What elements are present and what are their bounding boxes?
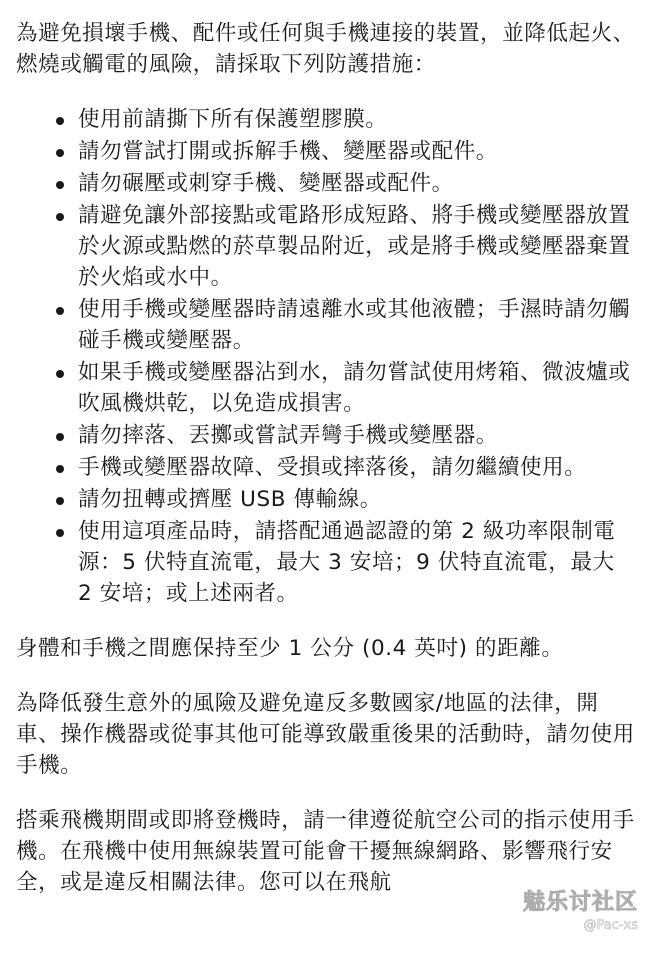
list-item-text: 如果手機或變壓器沾到水，請勿嘗試使用烤箱、微波爐或吹風機烘乾，以免造成損害。	[78, 360, 631, 416]
list-item	[78, 357, 636, 419]
list-item	[78, 516, 636, 609]
list-item-text: 手機或變壓器故障、受損或摔落後，請勿繼續使用。	[78, 455, 587, 480]
list-item-text: 請勿扭轉或擠壓 USB 傳輸線。	[78, 487, 382, 512]
list-item	[78, 452, 636, 483]
intro-paragraph: 為避免損壞手機、配件或任何與手機連接的裝置，並降低起火、燃燒或觸電的風險，請採取下列防護措施：	[16, 21, 635, 77]
list-item-text: 使用前請撕下所有保護塑膠膜。	[78, 107, 388, 132]
list-item	[78, 294, 636, 356]
list-item-text: 請避免讓外部接點或電路形成短路、將手機或變壓器放置於火源或點燃的菸草製品附近，或是將手機或變壓器棄置於火焰或水中。	[78, 203, 631, 290]
bullet-icon	[56, 117, 64, 125]
list-item	[78, 200, 636, 293]
list-item	[78, 136, 636, 167]
bullet-icon	[56, 497, 64, 505]
distance-paragraph: 身體和手機之間應保持至少 1 公分 (0.4 英吋) 的距離。	[16, 636, 564, 661]
bullet-icon	[56, 433, 64, 441]
watermark-logo-text: 魅乐讨社区	[522, 890, 638, 915]
bullet-icon	[56, 529, 64, 537]
flight-paragraph: 搭乘飛機期間或即將登機時，請一律遵從航空公司的指示使用手機。在飛機中使用無線裝置可能會干擾無線網路、影響飛行安全，或是違反相關法律。您可以在飛航	[16, 808, 635, 895]
bullet-icon	[56, 181, 64, 189]
list-item-text: 請勿摔落、丟擲或嘗試弄彎手機或變壓器。	[78, 423, 498, 448]
watermark-handle: @Pac-xs	[583, 918, 638, 933]
list-item	[78, 484, 636, 515]
precautions-list	[16, 104, 636, 609]
list-item-text: 請勿碾壓或刺穿手機、變壓器或配件。	[78, 171, 454, 196]
list-item-text: 使用這項產品時，請搭配通過認證的第 2 級功率限制電源：5 伏特直流電，最大 3 安培；9 伏特直流電，最大 2 安培；或上述兩者。	[78, 519, 616, 606]
driving-paragraph: 為降低發生意外的風險及避免違反多數國家/地區的法律，開車、操作機器或從事其他可能導致嚴重後果的活動時，請勿使用手機。	[16, 691, 635, 778]
list-item	[78, 420, 636, 451]
list-item	[78, 104, 636, 135]
list-item-text: 使用手機或變壓器時請遠離水或其他液體；手濕時請勿觸碰手機或變壓器。	[78, 297, 631, 353]
list-item-text: 請勿嘗試打開或拆解手機、變壓器或配件。	[78, 139, 498, 164]
bullet-icon	[56, 465, 64, 473]
bullet-icon	[56, 307, 64, 315]
bullet-icon	[56, 213, 64, 221]
bullet-icon	[56, 370, 64, 378]
list-item	[78, 168, 636, 199]
bullet-icon	[56, 149, 64, 157]
